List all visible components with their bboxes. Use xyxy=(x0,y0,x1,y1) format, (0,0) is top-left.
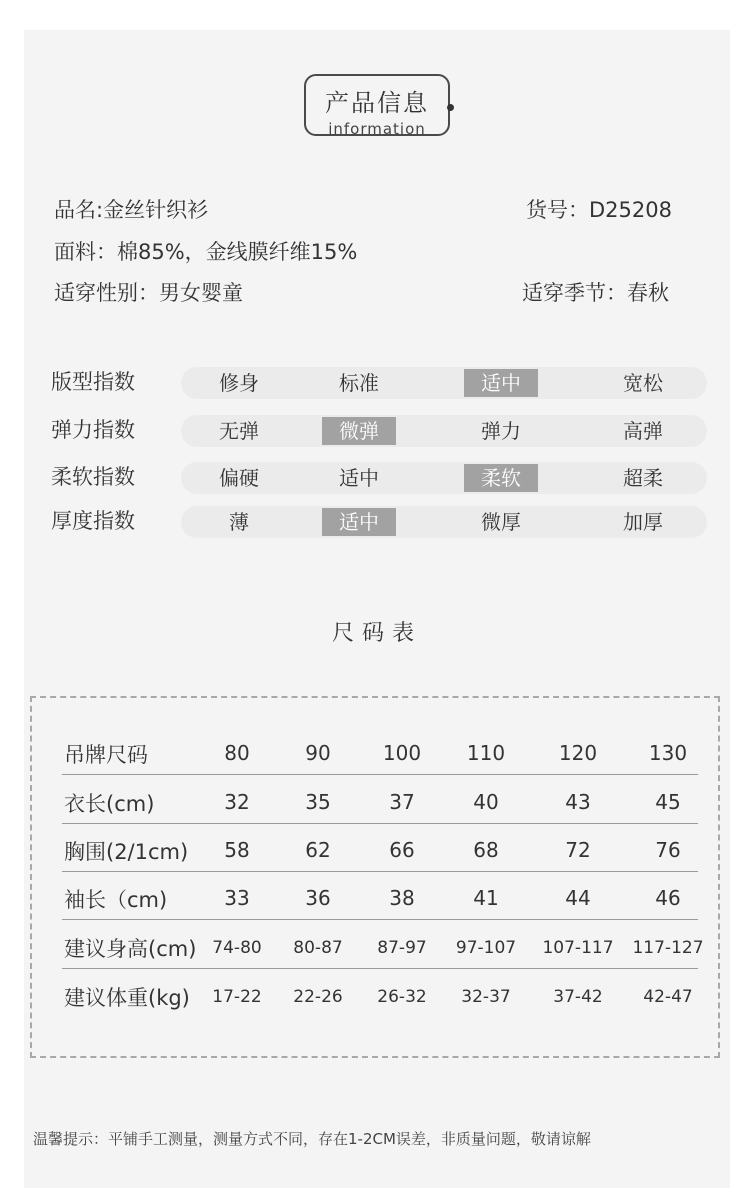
index-option-selected: 适中 xyxy=(322,508,396,536)
size-cell: 37 xyxy=(389,790,415,814)
size-cell: 120 xyxy=(558,741,598,765)
size-cell: 40 xyxy=(473,790,499,814)
size-cell: 107-117 xyxy=(542,938,614,958)
index-option: 超柔 xyxy=(623,466,663,490)
index-option: 宽松 xyxy=(623,371,663,395)
index-option: 薄 xyxy=(229,510,249,534)
size-cell: 33 xyxy=(224,886,250,910)
size-table-row xyxy=(62,776,698,824)
size-row-label: 袖长（cm) xyxy=(64,888,168,912)
size-table-row xyxy=(62,970,698,1018)
size-cell: 66 xyxy=(389,838,415,862)
size-row-label: 胸围(2/1cm) xyxy=(64,840,189,864)
row-divider xyxy=(62,968,698,969)
size-cell: 22-26 xyxy=(293,987,343,1007)
size-row-label: 吊牌尺码 xyxy=(64,743,148,767)
size-cell: 110 xyxy=(466,741,506,765)
size-cell: 32-37 xyxy=(461,987,511,1007)
size-cell: 117-127 xyxy=(632,938,704,958)
badge-dot xyxy=(447,104,454,111)
size-cell: 74-80 xyxy=(212,938,262,958)
index-option: 高弹 xyxy=(623,419,663,443)
size-cell: 26-32 xyxy=(377,987,427,1007)
size-cell: 80-87 xyxy=(293,938,343,958)
measurement-note: 温馨提示：平铺手工测量，测量方式不同，存在1-2CM误差，非质量问题，敬请谅解 xyxy=(33,1130,591,1148)
index-option: 无弹 xyxy=(219,419,259,443)
size-table-title: 尺码表 xyxy=(331,621,422,646)
product-season: 适穿季节：春秋 xyxy=(522,281,669,305)
size-cell: 35 xyxy=(305,790,331,814)
size-row-label: 衣长(cm) xyxy=(64,792,155,816)
size-cell: 45 xyxy=(655,790,681,814)
section-subtitle: information xyxy=(328,120,426,138)
section-title-badge xyxy=(304,74,450,136)
section-title: 产品信息 xyxy=(325,89,429,117)
index-label: 版型指数 xyxy=(51,370,135,394)
product-gender: 适穿性别：男女婴童 xyxy=(54,281,243,305)
size-cell: 130 xyxy=(648,741,688,765)
size-cell: 32 xyxy=(224,790,250,814)
size-cell: 42-47 xyxy=(643,987,693,1007)
size-cell: 62 xyxy=(305,838,331,862)
size-cell: 87-97 xyxy=(377,938,427,958)
index-label: 弹力指数 xyxy=(51,418,135,442)
row-divider xyxy=(62,919,698,920)
size-cell: 37-42 xyxy=(553,987,603,1007)
size-table-row xyxy=(62,727,698,775)
size-cell: 46 xyxy=(655,886,681,910)
size-cell: 43 xyxy=(565,790,591,814)
index-option: 微厚 xyxy=(481,510,521,534)
index-option: 加厚 xyxy=(623,510,663,534)
size-table-row xyxy=(62,872,698,920)
index-option: 修身 xyxy=(219,371,259,395)
index-option: 弹力 xyxy=(481,419,521,443)
size-row-label: 建议体重(kg) xyxy=(64,986,190,1010)
size-cell: 17-22 xyxy=(212,987,262,1007)
index-label: 柔软指数 xyxy=(51,465,135,489)
index-option: 标准 xyxy=(339,371,379,395)
index-label: 厚度指数 xyxy=(51,509,135,533)
size-cell: 90 xyxy=(305,741,331,765)
index-option-selected: 柔软 xyxy=(464,464,538,492)
size-cell: 41 xyxy=(473,886,499,910)
size-cell: 68 xyxy=(473,838,499,862)
size-cell: 72 xyxy=(565,838,591,862)
size-cell: 80 xyxy=(224,741,250,765)
row-divider xyxy=(62,774,698,775)
size-cell: 38 xyxy=(389,886,415,910)
size-cell: 97-107 xyxy=(455,938,517,958)
size-table-row xyxy=(62,824,698,872)
size-cell: 58 xyxy=(224,838,250,862)
size-cell: 76 xyxy=(655,838,681,862)
size-cell: 36 xyxy=(305,886,331,910)
index-option: 适中 xyxy=(339,466,379,490)
size-cell: 100 xyxy=(382,741,422,765)
index-option: 偏硬 xyxy=(219,466,259,490)
product-fabric: 面料：棉85%，金线膜纤维15% xyxy=(54,240,358,264)
product-code: 货号：D25208 xyxy=(526,198,672,222)
size-table-row xyxy=(62,921,704,969)
index-option-selected: 适中 xyxy=(464,369,538,397)
size-row-label: 建议身高(cm) xyxy=(64,937,197,961)
size-cell: 44 xyxy=(565,886,591,910)
product-name: 品名:金丝针织衫 xyxy=(54,198,209,222)
index-option-selected: 微弹 xyxy=(322,417,396,445)
